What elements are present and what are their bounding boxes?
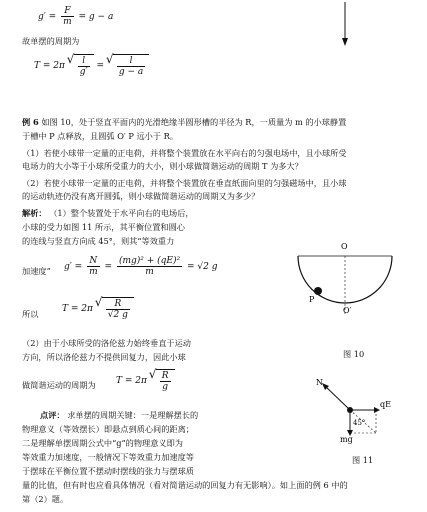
figure-11-caption: 图 11 — [352, 455, 374, 465]
equation-period — [34, 54, 149, 77]
ball — [347, 407, 353, 413]
ball-p — [314, 287, 322, 295]
eq-lhs: T = 2π — [34, 61, 65, 71]
numerator: F — [61, 6, 74, 17]
figure-10-diagram — [290, 236, 400, 326]
question2-line1: （2）若使小球带一定量的正电荷，并将整个装置放在垂直纸面向里的匀强磁场中，且小球 — [22, 178, 347, 188]
comment-line5: 于摆球在平衡位置不摆动时摆线的张力与摆球质 — [22, 466, 194, 476]
force-n-arrow — [324, 385, 350, 410]
label-n: N — [316, 378, 323, 387]
equation-g-prime — [38, 6, 113, 27]
question1-line2: 电场力的大小等于小球所受重力的大小，则小球做简谐运动的周期 T 为多大？ — [22, 161, 303, 171]
example-label: 例 6 — [22, 117, 39, 127]
numerator: √ l — [117, 56, 145, 67]
figure-10-caption: 图 10 — [343, 349, 365, 359]
eq-rhs: = g − a — [78, 12, 114, 22]
so-label: 所以 — [22, 309, 39, 319]
accel-label: 加速度” — [22, 266, 51, 276]
solution-line1: 解析： （1）整个装置处于水平向右的电场后， — [22, 208, 194, 218]
label-angle: 45° — [353, 419, 366, 427]
figure-11-diagram — [306, 375, 402, 445]
label-mg: mg — [340, 435, 353, 444]
fraction-f-over-m — [61, 6, 74, 27]
denominator: m — [63, 17, 72, 27]
example-stem-line1: 例 6 如图 10，处于竖直平面内的光滑绝缘半圆形槽的半径为 R，一质量为 m 的小球静置 — [22, 117, 347, 127]
comment-line3: 二是理解单摆周期公式中“g”的物理意义即为 — [22, 438, 183, 448]
label-p: P — [309, 295, 315, 304]
equals: = — [96, 61, 105, 71]
period-intro: 故单摆的周期为 — [22, 36, 80, 46]
label-o-prime: O′ — [343, 306, 352, 315]
solution-line2: 小球的受力如图 11 所示，其平衡位置和圆心 — [22, 222, 185, 232]
comment-line1: 点评： 求单摆的周期关键：一是理解摆长的 — [40, 410, 199, 420]
equation-effective-g: g′ = $\frac{N}{m}$ = $\frac{\text{(mg)² + (qE)²}}{m}$ = √2 g — [64, 256, 218, 277]
equation-period-2: T = 2π √ $\frac{R}{g}$ — [116, 369, 175, 392]
denominator: g − a — [118, 67, 144, 77]
sqrt-l-over-g-minus-a — [113, 54, 149, 77]
sqrt-l-over-gprime — [74, 54, 94, 77]
label-qe: qE — [380, 400, 391, 409]
equation-period-1: T = 2π √ $\frac{R}{√2 g}$ — [62, 297, 134, 320]
label-o: O — [341, 242, 348, 251]
comment-label: 点评： — [40, 410, 65, 420]
eq-lhs: g′ = — [38, 12, 57, 22]
part2-line3: 做简谐运动的周期为 — [22, 380, 96, 390]
comment-line2: 物理意义（等效摆长）即悬点到质心间的距离； — [22, 424, 194, 434]
down-arrow-icon — [339, 2, 351, 48]
comment-line4: 等效重力加速度，一般情况下等效重力加速度等 — [22, 452, 194, 462]
solution-line3: 的连线与竖直方向成 45°，则其“等效重力 — [22, 236, 175, 246]
denominator: g′ — [79, 67, 88, 77]
solution-label: 解析： — [22, 208, 47, 218]
comment-line6: 量的比值，但有时也应看具体情况（看对简谐运动的回复力有无影响）。如上面的例 6 中的 — [22, 480, 348, 490]
question1-line1: （1）若使小球带一定量的正电荷，并将整个装置放在水平向右的匀强电场中，且小球所受 — [22, 148, 347, 158]
example-stem-line2: 于槽中 P 点释放，且圆弧 O′ P 远小于 R。 — [22, 131, 178, 141]
part2-line1: （2）由于小球所受的洛伦兹力始终垂直于运动 — [22, 338, 191, 348]
numerator: √ l — [78, 56, 90, 67]
question2-line2: 的运动轨迹仍没有离开圆弧，则小球做简谐运动的周期又为多少？ — [22, 191, 260, 201]
part2-line2: 方向，所以洛伦兹力不提供回复力，因此小球 — [22, 352, 186, 362]
comment-line7: 第（2）题。 — [22, 494, 69, 504]
